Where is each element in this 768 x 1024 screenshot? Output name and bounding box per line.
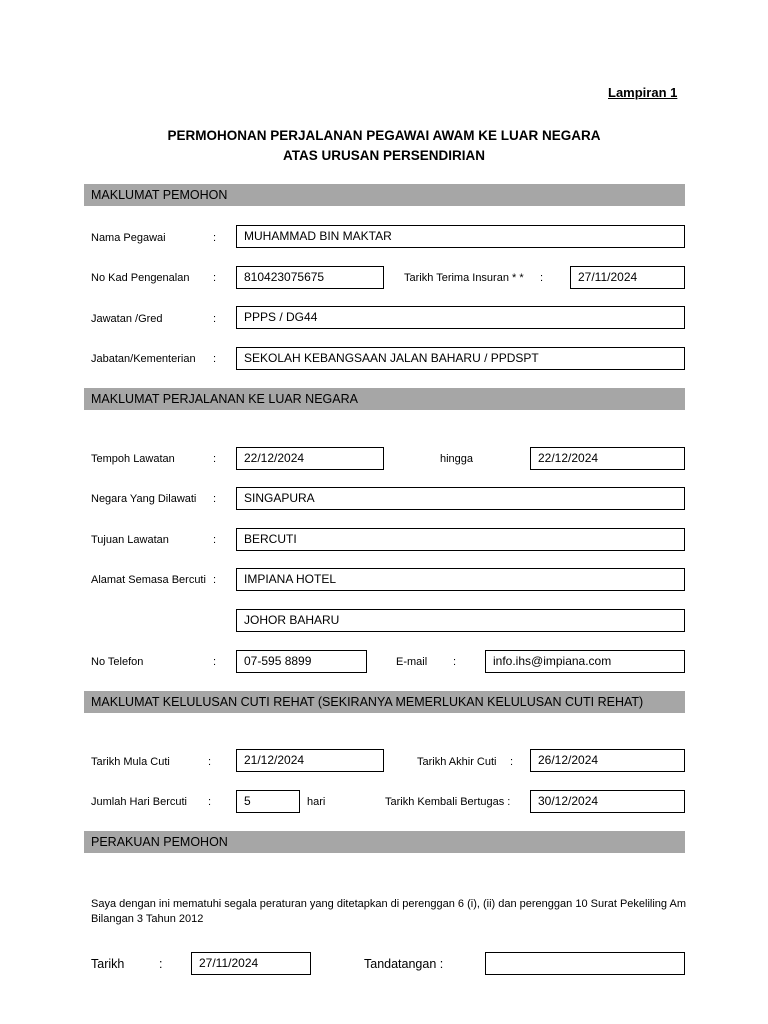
akhir-cuti-label: Tarikh Akhir Cuti [417, 756, 497, 768]
nama-label: Nama Pegawai [91, 232, 166, 244]
insuran-date-field[interactable]: 27/11/2024 [570, 266, 685, 289]
hari-label: hari [307, 796, 326, 808]
perakuan-statement: Saya dengan ini mematuhi segala peraturan yang ditetapkan di perenggan 6 (i), (ii) dan perenggan 10 Surat Pekeliling Am Bilangan 3 Tahun 2012 [91, 898, 686, 925]
section-header-kelulusan: MAKLUMAT KELULUSAN CUTI REHAT (SEKIRANYA MEMERLUKAN KELULUSAN CUTI REHAT) [84, 691, 685, 713]
jumlah-hari-field[interactable]: 5 [236, 790, 300, 813]
kembali-field[interactable]: 30/12/2024 [530, 790, 685, 813]
negara-field[interactable]: SINGAPURA [236, 487, 685, 510]
alamat-line2-field[interactable]: JOHOR BAHARU [236, 609, 685, 632]
kembali-label: Tarikh Kembali Bertugas : [385, 796, 511, 808]
colon: : [213, 656, 217, 668]
colon: : [208, 796, 212, 808]
colon: : [208, 756, 212, 768]
jawatan-label: Jawatan /Gred [91, 313, 163, 325]
lampiran-label: Lampiran 1 [608, 85, 678, 100]
section-header-perjalanan: MAKLUMAT PERJALANAN KE LUAR NEGARA [84, 388, 685, 410]
tempoh-from-field[interactable]: 22/12/2024 [236, 447, 384, 470]
colon: : [159, 957, 163, 971]
insuran-label: Tarikh Terima Insuran * * [404, 272, 524, 284]
tempoh-to-field[interactable]: 22/12/2024 [530, 447, 685, 470]
tujuan-field[interactable]: BERCUTI [236, 528, 685, 551]
mula-cuti-field[interactable]: 21/12/2024 [236, 749, 384, 772]
form-title-line2: ATAS URUSAN PERSENDIRIAN [282, 148, 485, 163]
tarikh-label: Tarikh [91, 957, 125, 971]
hingga-label: hingga [440, 453, 474, 465]
email-field[interactable]: info.ihs@impiana.com [485, 650, 685, 673]
tarikh-field[interactable]: 27/11/2024 [191, 952, 311, 975]
jumlah-hari-label: Jumlah Hari Bercuti [91, 796, 187, 808]
negara-label: Negara Yang Dilawati [91, 493, 197, 505]
colon: : [213, 453, 217, 465]
colon: : [213, 534, 217, 546]
alamat-label: Alamat Semasa Bercuti [91, 574, 206, 586]
colon: : [213, 313, 217, 325]
colon: : [453, 656, 457, 668]
colon: : [540, 272, 544, 284]
tempoh-label: Tempoh Lawatan [91, 453, 175, 465]
ic-field[interactable]: 810423075675 [236, 266, 384, 289]
colon: : [510, 756, 514, 768]
section-header-perakuan: PERAKUAN PEMOHON [84, 831, 685, 853]
tandatangan-label: Tandatangan : [364, 957, 444, 971]
jawatan-field[interactable]: PPPS / DG44 [236, 306, 685, 329]
colon: : [213, 574, 217, 586]
telefon-field[interactable]: 07-595 8899 [236, 650, 367, 673]
form-title-line1: PERMOHONAN PERJALANAN PEGAWAI AWAM KE LUAR NEGARA [167, 128, 601, 143]
telefon-label: No Telefon [91, 656, 144, 668]
tandatangan-field[interactable] [485, 952, 685, 975]
colon: : [213, 272, 217, 284]
colon: : [213, 353, 217, 365]
mula-cuti-label: Tarikh Mula Cuti [91, 756, 170, 768]
email-label: E-mail [396, 656, 428, 668]
akhir-cuti-field[interactable]: 26/12/2024 [530, 749, 685, 772]
colon: : [213, 232, 217, 244]
colon: : [213, 493, 217, 505]
jabatan-label: Jabatan/Kementerian [91, 353, 196, 365]
section-header-pemohon: MAKLUMAT PEMOHON [84, 184, 685, 206]
tujuan-label: Tujuan Lawatan [91, 534, 169, 546]
nama-field[interactable]: MUHAMMAD BIN MAKTAR [236, 225, 685, 248]
ic-label: No Kad Pengenalan [91, 272, 190, 284]
alamat-line1-field[interactable]: IMPIANA HOTEL [236, 568, 685, 591]
jabatan-field[interactable]: SEKOLAH KEBANGSAAN JALAN BAHARU / PPDSPT [236, 347, 685, 370]
